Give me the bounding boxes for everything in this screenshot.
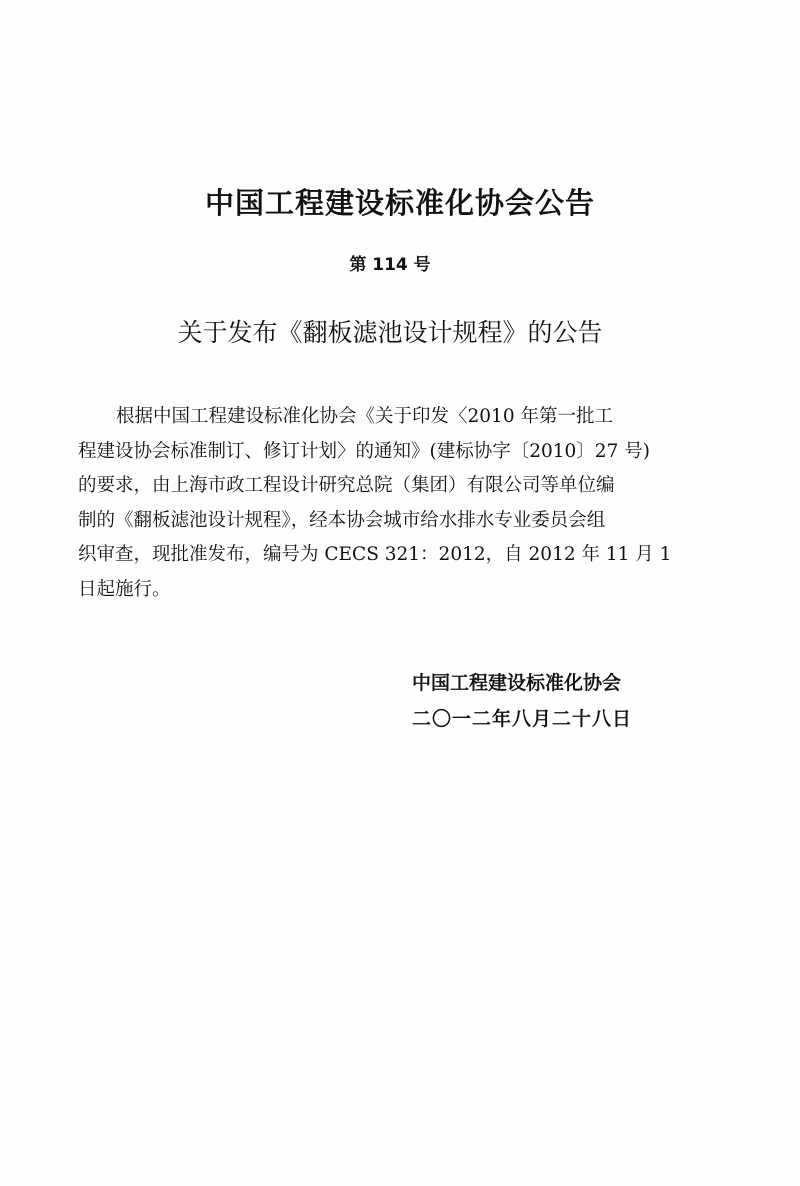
signature-block xyxy=(412,665,632,737)
body-line: 根据中国工程建设标准化协会《关于印发〈2010 年第一批工 xyxy=(116,406,613,427)
body-line: 的要求，由上海市政工程设计研究总院（集团）有限公司等单位编 xyxy=(78,475,615,496)
announcement-number: 第 114 号 xyxy=(349,255,431,275)
signature-date: 二〇一二年八月二十八日 xyxy=(412,708,633,730)
body-line: 织审查，现批准发布，编号为 CECS 321：2012，自 2012 年 11 月 1 xyxy=(78,544,672,565)
announcement-title: 中国工程建设标准化协会公告 xyxy=(204,186,595,220)
body-line: 制的《翻板滤池设计规程》，经本协会城市给水排水专业委员会组 xyxy=(78,509,606,531)
announcement-body xyxy=(78,400,698,607)
body-line: 程建设协会标准制订、修订计划〉的通知》(建标协字〔2010〕27 号) xyxy=(78,440,650,462)
signature-organization: 中国工程建设标准化协会 xyxy=(412,672,622,694)
body-line: 日起施行。 xyxy=(78,578,171,600)
announcement-subtitle: 关于发布《翻板滤池设计规程》的公告 xyxy=(177,318,603,347)
